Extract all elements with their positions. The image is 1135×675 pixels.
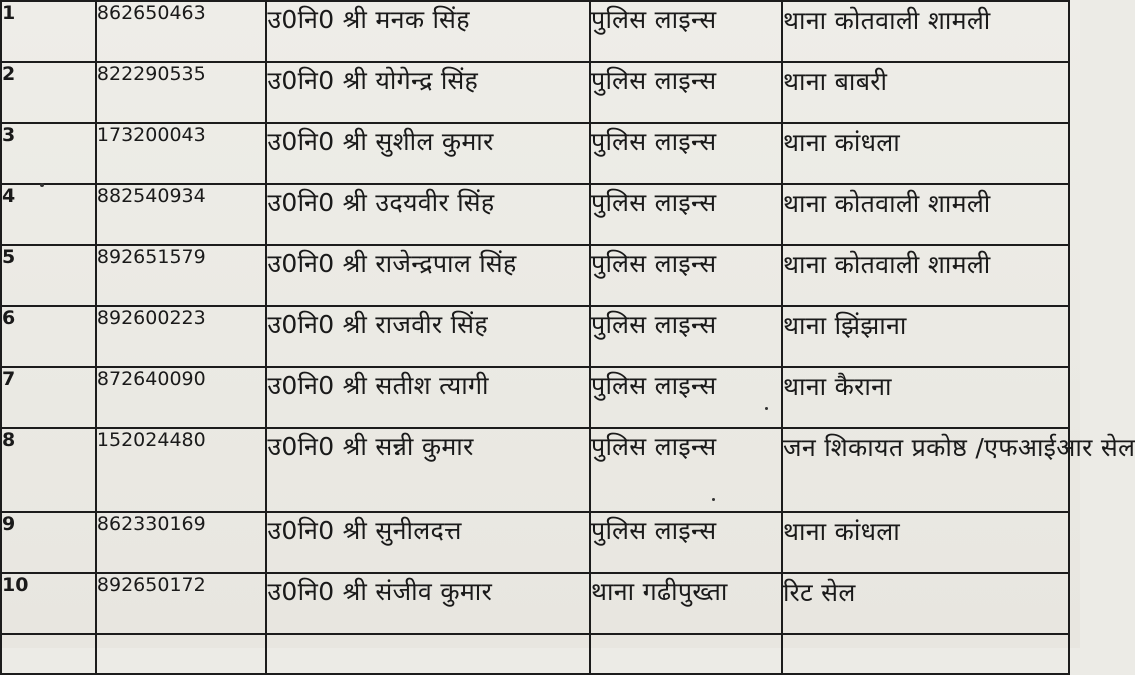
- current-posting: पुलिस लाइन्स: [590, 367, 782, 428]
- new-posting: थाना कांधला: [782, 512, 1069, 573]
- new-posting: थाना झिंझाना: [782, 306, 1069, 367]
- new-posting: थाना कांधला: [782, 123, 1069, 184]
- officer-name: उ0नि0 श्री योगेन्द्र सिंह: [266, 62, 590, 123]
- current-posting: पुलिस लाइन्स: [590, 62, 782, 123]
- paper-speck: [40, 183, 44, 187]
- officer-name: उ0नि0 श्री सतीश त्यागी: [266, 367, 590, 428]
- employee-id: 173200043: [96, 123, 266, 184]
- serial-number: 6: [1, 306, 96, 367]
- officer-name: उ0नि0 श्री उदयवीर सिंह: [266, 184, 590, 245]
- table-row: [1, 367, 1069, 428]
- serial-number: 7: [1, 367, 96, 428]
- serial-number: 10: [1, 573, 96, 634]
- current-posting: पुलिस लाइन्स: [590, 245, 782, 306]
- new-posting: थाना कोतवाली शामली: [782, 1, 1069, 62]
- current-posting: पुलिस लाइन्स: [590, 184, 782, 245]
- table-row: [1, 428, 1069, 512]
- table-row: [1, 573, 1069, 634]
- new-posting: थाना कोतवाली शामली: [782, 245, 1069, 306]
- table-row: [1, 512, 1069, 573]
- employee-id: 822290535: [96, 62, 266, 123]
- employee-id: 892650172: [96, 573, 266, 634]
- table-row: [1, 184, 1069, 245]
- current-posting: पुलिस लाइन्स: [590, 123, 782, 184]
- table-row: [1, 62, 1069, 123]
- table-row: [1, 306, 1069, 367]
- employee-id: 872640090: [96, 367, 266, 428]
- employee-id: 862330169: [96, 512, 266, 573]
- officer-name: उ0नि0 श्री राजवीर सिंह: [266, 306, 590, 367]
- officer-name: उ0नि0 श्री सुनीलदत्त: [266, 512, 590, 573]
- paper-speck: [765, 407, 768, 410]
- serial-number: 4: [1, 184, 96, 245]
- officer-name: उ0नि0 श्री सुशील कुमार: [266, 123, 590, 184]
- serial-number: 9: [1, 512, 96, 573]
- current-posting: पुलिस लाइन्स: [590, 512, 782, 573]
- new-posting: थाना कैराना: [782, 367, 1069, 428]
- current-posting: पुलिस लाइन्स: [590, 306, 782, 367]
- employee-id: 862650463: [96, 1, 266, 62]
- table-row-cut-off: [1, 634, 1069, 674]
- new-posting: थाना बाबरी: [782, 62, 1069, 123]
- serial-number: 5: [1, 245, 96, 306]
- employee-id: 882540934: [96, 184, 266, 245]
- officer-name: उ0नि0 श्री संजीव कुमार: [266, 573, 590, 634]
- officer-name: उ0नि0 श्री मनक सिंह: [266, 1, 590, 62]
- new-posting: थाना कोतवाली शामली: [782, 184, 1069, 245]
- officer-name: उ0नि0 श्री सन्नी कुमार: [266, 428, 590, 512]
- serial-number: 2: [1, 62, 96, 123]
- current-posting: पुलिस लाइन्स: [590, 428, 782, 512]
- table-row: [1, 245, 1069, 306]
- serial-number: 1: [1, 1, 96, 62]
- officer-name: उ0नि0 श्री राजेन्द्रपाल सिंह: [266, 245, 590, 306]
- paper-speck: [712, 498, 715, 501]
- current-posting: थाना गढीपुख्ता: [590, 573, 782, 634]
- serial-number: 3: [1, 123, 96, 184]
- employee-id: 892600223: [96, 306, 266, 367]
- employee-id: 152024480: [96, 428, 266, 512]
- current-posting: पुलिस लाइन्स: [590, 1, 782, 62]
- new-posting: रिट सेल: [782, 573, 1069, 634]
- employee-id: 892651579: [96, 245, 266, 306]
- serial-number: 8: [1, 428, 96, 512]
- table-row: [1, 1, 1069, 62]
- new-posting: जन शिकायत प्रकोष्ठ /एफआईआर सेल: [782, 428, 1069, 512]
- table-row: [1, 123, 1069, 184]
